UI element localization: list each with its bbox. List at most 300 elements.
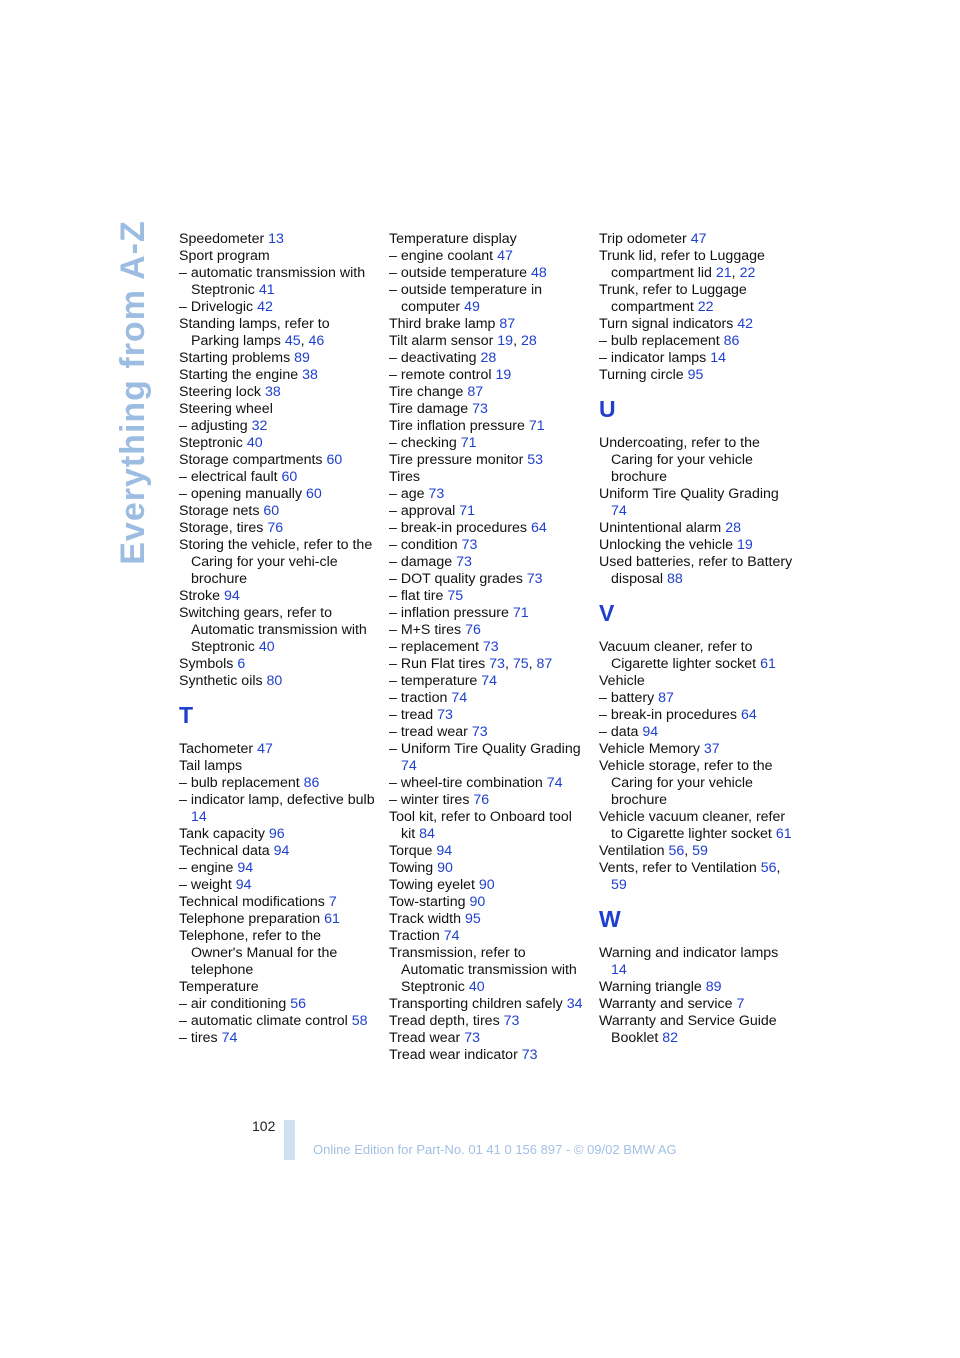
page-reference-link[interactable]: 73 (461, 537, 478, 553)
index-term: – damage (389, 554, 453, 570)
index-term: – break-in procedures (389, 520, 528, 536)
page-reference-link[interactable]: 75 (512, 656, 529, 672)
page-reference-link[interactable]: 74 (451, 690, 468, 706)
index-term: Speedometer (179, 231, 265, 247)
page-reference-link[interactable]: 58 (351, 1013, 368, 1029)
index-entry (599, 350, 795, 367)
footer-edition-note: Online Edition for Part-No. 01 41 0 156 897 - © 09/02 BMW AG (313, 1142, 677, 1157)
index-entry (389, 690, 585, 707)
index-term: Ventilation (599, 843, 665, 859)
index-entry (389, 537, 585, 554)
page-reference-link[interactable]: 14 (191, 809, 207, 825)
index-entry (599, 741, 795, 758)
index-entry (389, 792, 585, 809)
index-term: – replacement (389, 639, 479, 655)
index-term: Technical data (179, 843, 270, 859)
index-term: – traction (389, 690, 448, 706)
page-reference-link[interactable]: 60 (326, 452, 343, 468)
index-term: Technical modifications (179, 894, 325, 910)
page-reference-link[interactable]: 32 (251, 418, 268, 434)
page-reference-link[interactable]: 86 (723, 333, 740, 349)
index-entry (389, 588, 585, 605)
page-reference-link[interactable]: 71 (512, 605, 529, 621)
index-term: Storage compartments (179, 452, 323, 468)
index-term: Turning circle (599, 367, 684, 383)
index-term: Warning triangle (599, 979, 702, 995)
index-term: – automatic climate control (179, 1013, 348, 1029)
page-reference-link[interactable]: 38 (302, 367, 318, 383)
index-entry (179, 299, 375, 316)
index-term: – wheel-tire combination (389, 775, 543, 791)
index-entry (389, 775, 585, 792)
index-term: – DOT quality grades (389, 571, 523, 587)
page-reference-link[interactable]: 75 (447, 588, 464, 604)
index-term: – flat tire (389, 588, 444, 604)
index-entry: Standing lamps, refer to Parking lamps 45, 46 (179, 316, 330, 349)
index-term: Sport program (179, 248, 270, 264)
index-entry (179, 231, 375, 248)
index-entry (389, 282, 585, 316)
page-reference-link[interactable]: 45 (284, 333, 301, 349)
index-entry (179, 401, 375, 418)
page-reference-link[interactable]: 14 (611, 962, 627, 978)
page-reference-link[interactable]: 94 (436, 843, 453, 859)
index-entry (599, 486, 795, 520)
index-term: Stroke (179, 588, 221, 604)
page-reference-link[interactable]: 94 (273, 843, 290, 859)
index-entry (599, 690, 795, 707)
index-entry (179, 1013, 375, 1030)
page-reference-link[interactable]: 89 (705, 979, 722, 995)
page-reference-link[interactable]: 73 (472, 401, 488, 417)
page-reference-link[interactable]: 56 (760, 860, 777, 876)
page-reference-link[interactable]: 73 (521, 1047, 538, 1063)
index-entry (179, 384, 375, 401)
index-term: Warranty and Service Guide Booklet (599, 1013, 777, 1046)
page-reference-link[interactable]: 86 (303, 775, 320, 791)
page-reference-link[interactable]: 37 (703, 741, 720, 757)
index-term: Temperature (179, 979, 259, 995)
index-entry (389, 384, 585, 401)
page-reference-link[interactable]: 13 (268, 231, 284, 247)
page-reference-link[interactable]: 59 (611, 877, 627, 893)
index-term: – deactivating (389, 350, 477, 366)
page-reference-link[interactable]: 74 (611, 503, 627, 519)
index-term: Temperature display (389, 231, 517, 247)
index-entry (389, 724, 585, 741)
section-letter-t: T (179, 702, 194, 728)
index-term: – engine (179, 860, 234, 876)
page-reference-link[interactable]: 56 (290, 996, 306, 1012)
index-term: – inflation pressure (389, 605, 509, 621)
index-term: Transporting children safely (389, 996, 563, 1012)
index-term: Tire pressure monitor (389, 452, 524, 468)
index-term: – indicator lamp, defective bulb (179, 792, 375, 808)
index-entry (389, 367, 585, 384)
page-reference-link[interactable]: 87 (467, 384, 484, 400)
index-term: Starting the engine (179, 367, 299, 383)
index-entry (389, 1047, 585, 1064)
page-reference-link[interactable]: 87 (658, 690, 674, 706)
index-term: Trunk lid, refer to Luggage compartment lid (599, 248, 765, 281)
page-reference-link[interactable]: 73 (489, 656, 505, 672)
page-reference-link[interactable]: 42 (737, 316, 754, 332)
page-reference-link[interactable]: 61 (760, 656, 776, 672)
index-term: – outside temperature in computer (389, 282, 543, 315)
index-term: Turn signal indicators (599, 316, 734, 332)
index-entry: Vents, refer to Ventilation 56, 59 (599, 860, 781, 893)
index-term: – battery (599, 690, 655, 706)
index-term: Standing lamps, refer to Parking lamps (179, 316, 330, 349)
index-term: – temperature (389, 673, 478, 689)
index-entry (389, 520, 585, 537)
index-entry (179, 860, 375, 877)
index-entry (599, 367, 795, 384)
page-reference-link[interactable]: 34 (566, 996, 583, 1012)
page-reference-link[interactable]: 22 (697, 299, 714, 315)
page-reference-link[interactable]: 28 (725, 520, 741, 536)
index-entry (179, 418, 375, 435)
page-reference-link[interactable]: 49 (464, 299, 480, 315)
page-reference-link[interactable]: 64 (740, 707, 757, 723)
page-reference-link[interactable]: 94 (642, 724, 659, 740)
page-reference-link[interactable]: 84 (419, 826, 435, 842)
index-entry (179, 1030, 375, 1047)
page-reference-link[interactable]: 64 (530, 520, 547, 536)
index-column-2 (389, 231, 585, 1064)
page-reference-link[interactable]: 59 (692, 843, 708, 859)
index-entry: Ventilation 56, 59 (599, 843, 708, 859)
index-entry (389, 401, 585, 418)
index-term: Towing (389, 860, 434, 876)
index-entry: Trunk lid, refer to Luggage compartment lid 21, 22 (599, 248, 765, 281)
page-reference-link[interactable]: 73 (482, 639, 499, 655)
index-term: – approval (389, 503, 456, 519)
index-term: Vacuum cleaner, refer to Cigarette lighter socket (599, 639, 757, 672)
index-term: – automatic transmission with Steptronic (179, 265, 366, 298)
index-term: Tire change (389, 384, 464, 400)
page-reference-link[interactable]: 38 (264, 384, 281, 400)
page-reference-link[interactable]: 41 (258, 282, 275, 298)
index-entry (599, 758, 795, 809)
index-term: Vehicle (599, 673, 645, 689)
page-reference-link[interactable]: 60 (263, 503, 280, 519)
index-entry (179, 758, 375, 775)
page-reference-link[interactable]: 73 (428, 486, 445, 502)
index-entry (389, 843, 585, 860)
index-entry (389, 673, 585, 690)
index-entry (389, 945, 585, 996)
page-reference-link[interactable]: 73 (456, 554, 472, 570)
page-reference-link[interactable]: 76 (473, 792, 490, 808)
index-entry (389, 350, 585, 367)
page-reference-link[interactable]: 87 (536, 656, 553, 672)
index-entry (389, 860, 585, 877)
index-entry (599, 537, 795, 554)
index-term: – tread (389, 707, 434, 723)
index-entry (179, 911, 375, 928)
index-entry (599, 724, 795, 741)
page-reference-link[interactable]: 48 (530, 265, 547, 281)
index-entry (179, 775, 375, 792)
index-term: – tread wear (389, 724, 468, 740)
index-entry (179, 350, 375, 367)
index-term: Torque (389, 843, 433, 859)
page-reference-link[interactable]: 90 (469, 894, 486, 910)
page-reference-link[interactable]: 95 (464, 911, 481, 927)
index-entry (179, 826, 375, 843)
index-term: Vehicle vacuum cleaner, refer to Cigarette lighter socket (599, 809, 786, 842)
index-term: Trip odometer (599, 231, 687, 247)
index-entry (179, 537, 375, 588)
index-term: – Run Flat tires (389, 656, 486, 672)
index-entry: – Run Flat tires 73, 75, 87 (389, 656, 553, 672)
index-entry (179, 928, 375, 979)
index-term: Storage, tires (179, 520, 264, 536)
index-entry (599, 639, 795, 673)
index-term: Towing eyelet (389, 877, 475, 893)
page-reference-link[interactable]: 95 (687, 367, 704, 383)
index-entry (389, 1013, 585, 1030)
index-entry (179, 469, 375, 486)
page-reference-link[interactable]: 73 (437, 707, 453, 723)
page-reference-link[interactable]: 94 (235, 877, 252, 893)
page-reference-link[interactable]: 88 (667, 571, 683, 587)
page-reference-link[interactable]: 28 (520, 333, 537, 349)
index-term: Vehicle Memory (599, 741, 700, 757)
index-term: Vehicle storage, refer to the Caring for your vehicle brochure (599, 758, 773, 808)
index-term: Transmission, refer to Automatic transmission with Steptronic (389, 945, 577, 995)
index-entry (599, 707, 795, 724)
page-reference-link[interactable]: 40 (246, 435, 263, 451)
section-letter-v: V (599, 600, 615, 626)
index-term: Symbols (179, 656, 234, 672)
index-term: Tank capacity (179, 826, 265, 842)
page-reference-link[interactable]: 28 (480, 350, 497, 366)
page-reference-link[interactable]: 7 (328, 894, 337, 910)
index-entry (599, 282, 795, 316)
index-term: Tires (389, 469, 421, 485)
index-entry: Tilt alarm sensor 19, 28 (389, 333, 537, 349)
section-letter-w: W (599, 906, 621, 932)
index-term: Tread depth, tires (389, 1013, 500, 1029)
index-term: – engine coolant (389, 248, 494, 264)
index-entry (179, 843, 375, 860)
index-entry (389, 877, 585, 894)
index-entry (389, 503, 585, 520)
index-term: Storing the vehicle, refer to the Caring for your vehi-cle brochure (179, 537, 373, 587)
index-entry (599, 996, 795, 1013)
page-reference-link[interactable]: 71 (528, 418, 545, 434)
index-entry (599, 1013, 795, 1047)
index-entry (179, 894, 375, 911)
index-entry (389, 435, 585, 452)
section-letter-u: U (599, 396, 616, 422)
index-term: – opening manually (179, 486, 303, 502)
index-term: Tread wear (389, 1030, 461, 1046)
footer-accent-bar (284, 1120, 295, 1160)
index-term: – outside temperature (389, 265, 528, 281)
index-entry (179, 741, 375, 758)
page-reference-link[interactable]: 82 (662, 1030, 679, 1046)
page-reference-link[interactable]: 74 (481, 673, 498, 689)
index-term: – winter tires (389, 792, 470, 808)
page-reference-link[interactable]: 46 (308, 333, 325, 349)
index-entry (389, 996, 585, 1013)
index-term: Tire inflation pressure (389, 418, 525, 434)
page-reference-link[interactable]: 74 (546, 775, 563, 791)
page-reference-link[interactable]: 71 (459, 503, 475, 519)
index-entry (389, 231, 585, 248)
index-entry (599, 231, 795, 248)
page-reference-link[interactable]: 73 (526, 571, 543, 587)
page-reference-link[interactable]: 74 (443, 928, 460, 944)
side-section-title (113, 219, 153, 565)
page-reference-link[interactable]: 74 (221, 1030, 238, 1046)
page-reference-link[interactable]: 73 (464, 1030, 480, 1046)
index-term: Vents, refer to Ventilation (599, 860, 757, 876)
index-term: – break-in procedures (599, 707, 738, 723)
index-term: Telephone, refer to the Owner's Manual for the telephone (179, 928, 338, 978)
index-term: Track width (389, 911, 462, 927)
page-reference-link[interactable]: 14 (710, 350, 726, 366)
index-entry (179, 656, 375, 673)
index-entry (599, 809, 795, 843)
index-term: – Uniform Tire Quality Grading (389, 741, 581, 757)
index-entry (179, 588, 375, 605)
index-term: Steptronic (179, 435, 243, 451)
index-entry (179, 673, 375, 690)
page-reference-link[interactable]: 73 (503, 1013, 520, 1029)
index-entry (179, 979, 375, 996)
index-term: – remote control (389, 367, 492, 383)
page-reference-link[interactable]: 94 (237, 860, 254, 876)
index-entry (389, 316, 585, 333)
index-entry (389, 809, 585, 843)
index-term: – electrical fault (179, 469, 278, 485)
index-term: Steering wheel (179, 401, 273, 417)
index-term: – adjusting (179, 418, 248, 434)
index-term: Tire damage (389, 401, 469, 417)
index-entry (179, 503, 375, 520)
page-reference-link[interactable]: 61 (324, 911, 340, 927)
index-entry (389, 741, 585, 775)
index-term: Tachometer (179, 741, 254, 757)
page-reference-link[interactable]: 89 (294, 350, 310, 366)
index-term: – Drivelogic (179, 299, 254, 315)
index-entry (179, 520, 375, 537)
index-entry (389, 265, 585, 282)
page-reference-link[interactable]: 73 (471, 724, 488, 740)
index-entry (599, 333, 795, 350)
index-entry (389, 911, 585, 928)
index-term: – bulb replacement (179, 775, 300, 791)
page-reference-link[interactable]: 76 (465, 622, 481, 638)
index-term: Undercoating, refer to the Caring for your vehicle brochure (599, 435, 760, 485)
index-term: Uniform Tire Quality Grading (599, 486, 779, 502)
page-reference-link[interactable]: 47 (497, 248, 513, 264)
index-term: – tires (179, 1030, 218, 1046)
index-entry (389, 639, 585, 656)
page-reference-link[interactable]: 90 (478, 877, 495, 893)
page-reference-link[interactable]: 90 (437, 860, 453, 876)
index-term: Warranty and service (599, 996, 733, 1012)
index-column-3 (599, 231, 795, 1047)
page-reference-link[interactable]: 47 (690, 231, 707, 247)
index-term: – air conditioning (179, 996, 287, 1012)
index-entry (389, 452, 585, 469)
page-reference-link[interactable]: 47 (257, 741, 273, 757)
index-entry (599, 673, 795, 690)
page-reference-link[interactable]: 19 (497, 333, 514, 349)
page-reference-link[interactable]: 96 (268, 826, 285, 842)
page-reference-link[interactable]: 61 (775, 826, 792, 842)
index-entry (389, 248, 585, 265)
page-reference-link[interactable]: 60 (306, 486, 322, 502)
index-entry (389, 707, 585, 724)
page-reference-link[interactable]: 19 (495, 367, 512, 383)
page-reference-link[interactable]: 19 (737, 537, 753, 553)
index-entry (179, 996, 375, 1013)
index-term: – bulb replacement (599, 333, 720, 349)
index-entry (179, 265, 375, 299)
page-number: 102 (252, 1118, 276, 1134)
index-entry (179, 605, 375, 656)
index-entry (389, 469, 585, 486)
index-term: – data (599, 724, 639, 740)
index-term: Switching gears, refer to Automatic transmission with Steptronic (179, 605, 367, 655)
index-entry (599, 316, 795, 333)
page-reference-link[interactable]: 53 (527, 452, 544, 468)
page-reference-link[interactable]: 56 (668, 843, 685, 859)
index-term: Storage nets (179, 503, 260, 519)
page-reference-link[interactable]: 71 (460, 435, 477, 451)
index-term: – weight (179, 877, 232, 893)
page-reference-link[interactable]: 40 (468, 979, 485, 995)
page-reference-link[interactable]: 74 (401, 758, 417, 774)
index-term: Tool kit, refer to Onboard tool kit (389, 809, 572, 842)
index-term: – M+S tires (389, 622, 462, 638)
index-entry (389, 605, 585, 622)
page-reference-link[interactable]: 80 (266, 673, 283, 689)
index-term: Tow-starting (389, 894, 466, 910)
page-reference-link[interactable]: 7 (736, 996, 745, 1012)
page-reference-link[interactable]: 94 (223, 588, 240, 604)
index-entry (179, 367, 375, 384)
index-term: Tail lamps (179, 758, 243, 774)
page-reference-link[interactable]: 22 (739, 265, 756, 281)
page-reference-link[interactable]: 60 (281, 469, 298, 485)
index-term: Unlocking the vehicle (599, 537, 734, 553)
page-reference-link[interactable]: 6 (237, 656, 246, 672)
page-reference-link[interactable]: 40 (258, 639, 275, 655)
page-reference-link[interactable]: 42 (257, 299, 273, 315)
index-entry (599, 435, 795, 486)
index-term: Telephone preparation (179, 911, 321, 927)
page-reference-link[interactable]: 87 (499, 316, 516, 332)
index-entry (179, 486, 375, 503)
page-reference-link[interactable]: 76 (267, 520, 284, 536)
index-term: – condition (389, 537, 458, 553)
index-entry (599, 554, 795, 588)
index-term: Used batteries, refer to Battery disposal (599, 554, 793, 587)
page-reference-link[interactable]: 21 (715, 265, 732, 281)
index-term: Tilt alarm sensor (389, 333, 494, 349)
index-term: Starting problems (179, 350, 291, 366)
index-term: – indicator lamps (599, 350, 707, 366)
index-entry (179, 248, 375, 265)
index-term: Third brake lamp (389, 316, 496, 332)
